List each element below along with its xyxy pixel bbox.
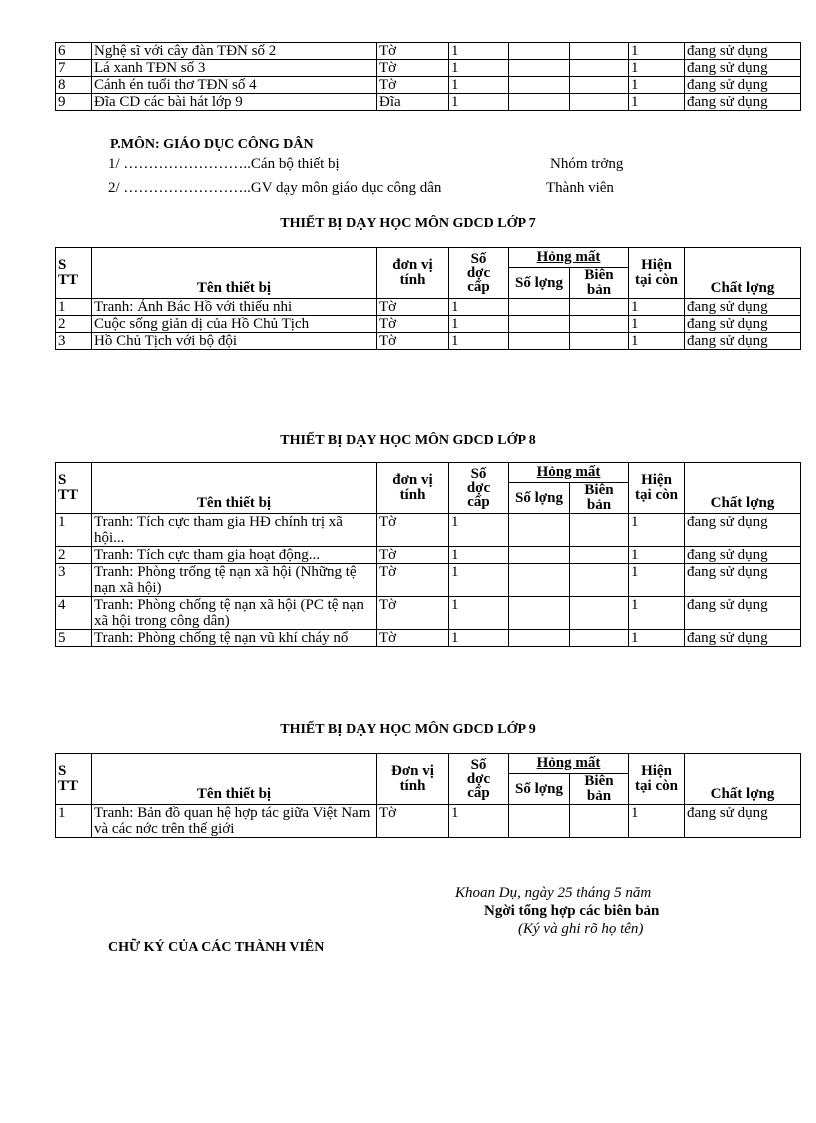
row-remaining: 1	[629, 630, 685, 647]
row-lost-record	[570, 564, 629, 597]
grade8-table	[55, 462, 801, 647]
header-lost-qty: Số lợng	[509, 774, 570, 805]
row-name: Lá xanh TĐN số 3	[92, 60, 377, 77]
row-issued: 1	[449, 299, 509, 316]
table-row	[56, 597, 801, 630]
header-remaining: Hiện tại còn	[629, 248, 685, 299]
row-lost-record	[570, 597, 629, 630]
row-lost-qty	[509, 514, 570, 547]
row-remaining: 1	[629, 43, 685, 60]
row-unit: Tờ	[377, 564, 449, 597]
row-unit: Tờ	[377, 299, 449, 316]
row-lost-qty	[509, 597, 570, 630]
row-stt: 8	[56, 77, 92, 94]
row-name: Cánh én tuổi thơ TĐN số 4	[92, 77, 377, 94]
header-lost-group: Hỏng mất	[509, 754, 629, 774]
row-issued: 1	[449, 333, 509, 350]
header-issued: Số dợc cấp	[449, 248, 509, 299]
row-remaining: 1	[629, 94, 685, 111]
header-issued: Số dợc cấp	[449, 754, 509, 805]
header-lost-qty: Số lợng	[509, 483, 570, 514]
row-quality: đang sử dụng	[685, 94, 801, 111]
header-quality: Chất lợng	[685, 463, 801, 514]
row-stt: 3	[56, 564, 92, 597]
header-remaining: Hiện tại còn	[629, 754, 685, 805]
header-row	[56, 463, 801, 483]
row-lost-record	[570, 805, 629, 838]
row-issued: 1	[449, 597, 509, 630]
member-role-2: Thành viên	[546, 180, 614, 196]
row-unit: Tờ	[377, 333, 449, 350]
row-stt: 1	[56, 299, 92, 316]
row-quality: đang sử dụng	[685, 564, 801, 597]
member-role-1: Nhóm trởng	[550, 156, 624, 172]
row-issued: 1	[449, 564, 509, 597]
table-row	[56, 547, 801, 564]
header-name: Tên thiết bị	[92, 248, 377, 299]
header-quality: Chất lợng	[685, 754, 801, 805]
grade9-title: THIẾT BỊ DẠY HỌC MÔN GDCD LỚP 9	[280, 722, 536, 737]
row-quality: đang sử dụng	[685, 77, 801, 94]
row-remaining: 1	[629, 316, 685, 333]
row-quality: đang sử dụng	[685, 316, 801, 333]
row-unit: Tờ	[377, 316, 449, 333]
header-unit: Đơn vị tính	[377, 754, 449, 805]
table-row	[56, 630, 801, 647]
header-stt: S TT	[56, 248, 92, 299]
row-quality: đang sử dụng	[685, 547, 801, 564]
row-issued: 1	[449, 94, 509, 111]
row-name: Tranh: Phòng chống tệ nạn xã hội (PC tệ nạn xã hội trong công dân)	[92, 597, 377, 630]
sign-note: (Ký và ghi rõ họ tên)	[518, 921, 644, 937]
row-lost-qty	[509, 316, 570, 333]
table-row	[56, 333, 801, 350]
row-stt: 2	[56, 547, 92, 564]
row-issued: 1	[449, 316, 509, 333]
row-stt: 5	[56, 630, 92, 647]
row-issued: 1	[449, 43, 509, 60]
row-lost-record	[570, 43, 629, 60]
place-date: Khoan Dụ, ngày 25 tháng 5 năm	[455, 885, 652, 901]
table-row	[56, 60, 801, 77]
table-row	[56, 316, 801, 333]
row-quality: đang sử dụng	[685, 597, 801, 630]
row-name: Tranh: Bản đồ quan hệ hợp tác giữa Việt Nam và các nớc trên thế giới	[92, 805, 377, 838]
members-signature-label: CHỮ KÝ CỦA CÁC THÀNH VIÊN	[108, 940, 325, 955]
row-name: Tranh: Ảnh Bác Hồ với thiếu nhi	[92, 299, 377, 316]
member-line-1: 1/ ……………………..Cán bộ thiết bị	[108, 156, 340, 172]
row-quality: đang sử dụng	[685, 630, 801, 647]
row-quality: đang sử dụng	[685, 60, 801, 77]
header-quality: Chất lợng	[685, 248, 801, 299]
row-lost-record	[570, 299, 629, 316]
row-remaining: 1	[629, 299, 685, 316]
row-lost-record	[570, 547, 629, 564]
row-unit: Tờ	[377, 43, 449, 60]
row-lost-record	[570, 630, 629, 647]
header-lost-qty: Số lợng	[509, 268, 570, 299]
row-unit: Tờ	[377, 805, 449, 838]
grade7-table	[55, 247, 801, 350]
table-row	[56, 514, 801, 547]
row-lost-qty	[509, 564, 570, 597]
row-lost-qty	[509, 630, 570, 647]
grade9-table	[55, 753, 801, 838]
header-name: Tên thiết bị	[92, 754, 377, 805]
header-name: Tên thiết bị	[92, 463, 377, 514]
grade8-title: THIẾT BỊ DẠY HỌC MÔN GDCD LỚP 8	[280, 433, 536, 448]
row-lost-record	[570, 77, 629, 94]
row-remaining: 1	[629, 514, 685, 547]
header-lost-record: Biên bản	[570, 774, 629, 805]
header-lost-record: Biên bản	[570, 268, 629, 299]
row-lost-qty	[509, 43, 570, 60]
header-issued: Số dợc cấp	[449, 463, 509, 514]
row-lost-record	[570, 316, 629, 333]
row-remaining: 1	[629, 564, 685, 597]
row-remaining: 1	[629, 77, 685, 94]
table-row	[56, 564, 801, 597]
row-name: Tranh: Phòng chống tệ nạn vũ khí cháy nổ	[92, 630, 377, 647]
row-quality: đang sử dụng	[685, 43, 801, 60]
row-stt: 6	[56, 43, 92, 60]
row-quality: đang sử dụng	[685, 299, 801, 316]
row-stt: 9	[56, 94, 92, 111]
row-lost-qty	[509, 77, 570, 94]
member-line-2: 2/ ……………………..GV dạy môn giáo dục công dân	[108, 180, 442, 196]
header-lost-group: Hỏng mất	[509, 248, 629, 268]
row-unit: Tờ	[377, 547, 449, 564]
row-unit: Tờ	[377, 630, 449, 647]
row-quality: đang sử dụng	[685, 333, 801, 350]
row-name: Hồ Chủ Tịch với bộ đội	[92, 333, 377, 350]
row-lost-qty	[509, 94, 570, 111]
section-heading: P.MÔN: GIÁO DỤC CÔNG DÂN	[110, 137, 314, 152]
table-row	[56, 299, 801, 316]
row-lost-record	[570, 94, 629, 111]
row-remaining: 1	[629, 597, 685, 630]
row-remaining: 1	[629, 333, 685, 350]
row-name: Tranh: Phòng trống tệ nạn xã hội (Những tệ nạn xã hội)	[92, 564, 377, 597]
header-remaining: Hiện tại còn	[629, 463, 685, 514]
row-quality: đang sử dụng	[685, 514, 801, 547]
header-row	[56, 248, 801, 268]
row-unit: Tờ	[377, 77, 449, 94]
row-stt: 3	[56, 333, 92, 350]
header-stt: S TT	[56, 463, 92, 514]
row-issued: 1	[449, 77, 509, 94]
row-lost-record	[570, 514, 629, 547]
row-stt: 2	[56, 316, 92, 333]
row-lost-qty	[509, 60, 570, 77]
row-unit: Đĩa	[377, 94, 449, 111]
row-name: Nghệ sĩ với cây đàn TĐN số 2	[92, 43, 377, 60]
row-issued: 1	[449, 805, 509, 838]
row-name: Tranh: Tích cực tham gia HĐ chính trị xã hội...	[92, 514, 377, 547]
row-remaining: 1	[629, 805, 685, 838]
row-lost-record	[570, 60, 629, 77]
grade7-title: THIẾT BỊ DẠY HỌC MÔN GDCD LỚP 7	[280, 216, 536, 231]
row-issued: 1	[449, 60, 509, 77]
row-quality: đang sử dụng	[685, 805, 801, 838]
table-row	[56, 43, 801, 60]
row-unit: Tờ	[377, 514, 449, 547]
header-lost-group: Hỏng mất	[509, 463, 629, 483]
row-issued: 1	[449, 630, 509, 647]
row-stt: 1	[56, 514, 92, 547]
row-stt: 1	[56, 805, 92, 838]
table-row	[56, 805, 801, 838]
row-issued: 1	[449, 514, 509, 547]
header-unit: đơn vị tính	[377, 248, 449, 299]
row-lost-qty	[509, 333, 570, 350]
row-stt: 4	[56, 597, 92, 630]
row-name: Đĩa CD các bài hát lớp 9	[92, 94, 377, 111]
header-stt: S TT	[56, 754, 92, 805]
row-unit: Tờ	[377, 60, 449, 77]
top-equipment-table	[55, 42, 801, 111]
compiler-label: Ngời tổng hợp các biên bản	[484, 903, 660, 919]
row-issued: 1	[449, 547, 509, 564]
header-row	[56, 754, 801, 774]
row-lost-qty	[509, 299, 570, 316]
header-unit: đơn vị tính	[377, 463, 449, 514]
header-lost-record: Biên bản	[570, 483, 629, 514]
row-lost-qty	[509, 805, 570, 838]
row-remaining: 1	[629, 60, 685, 77]
row-unit: Tờ	[377, 597, 449, 630]
row-name: Tranh: Tích cực tham gia hoạt động...	[92, 547, 377, 564]
row-stt: 7	[56, 60, 92, 77]
row-name: Cuộc sống giản dị của Hồ Chủ Tịch	[92, 316, 377, 333]
row-lost-qty	[509, 547, 570, 564]
table-row	[56, 77, 801, 94]
table-row	[56, 94, 801, 111]
row-remaining: 1	[629, 547, 685, 564]
row-lost-record	[570, 333, 629, 350]
